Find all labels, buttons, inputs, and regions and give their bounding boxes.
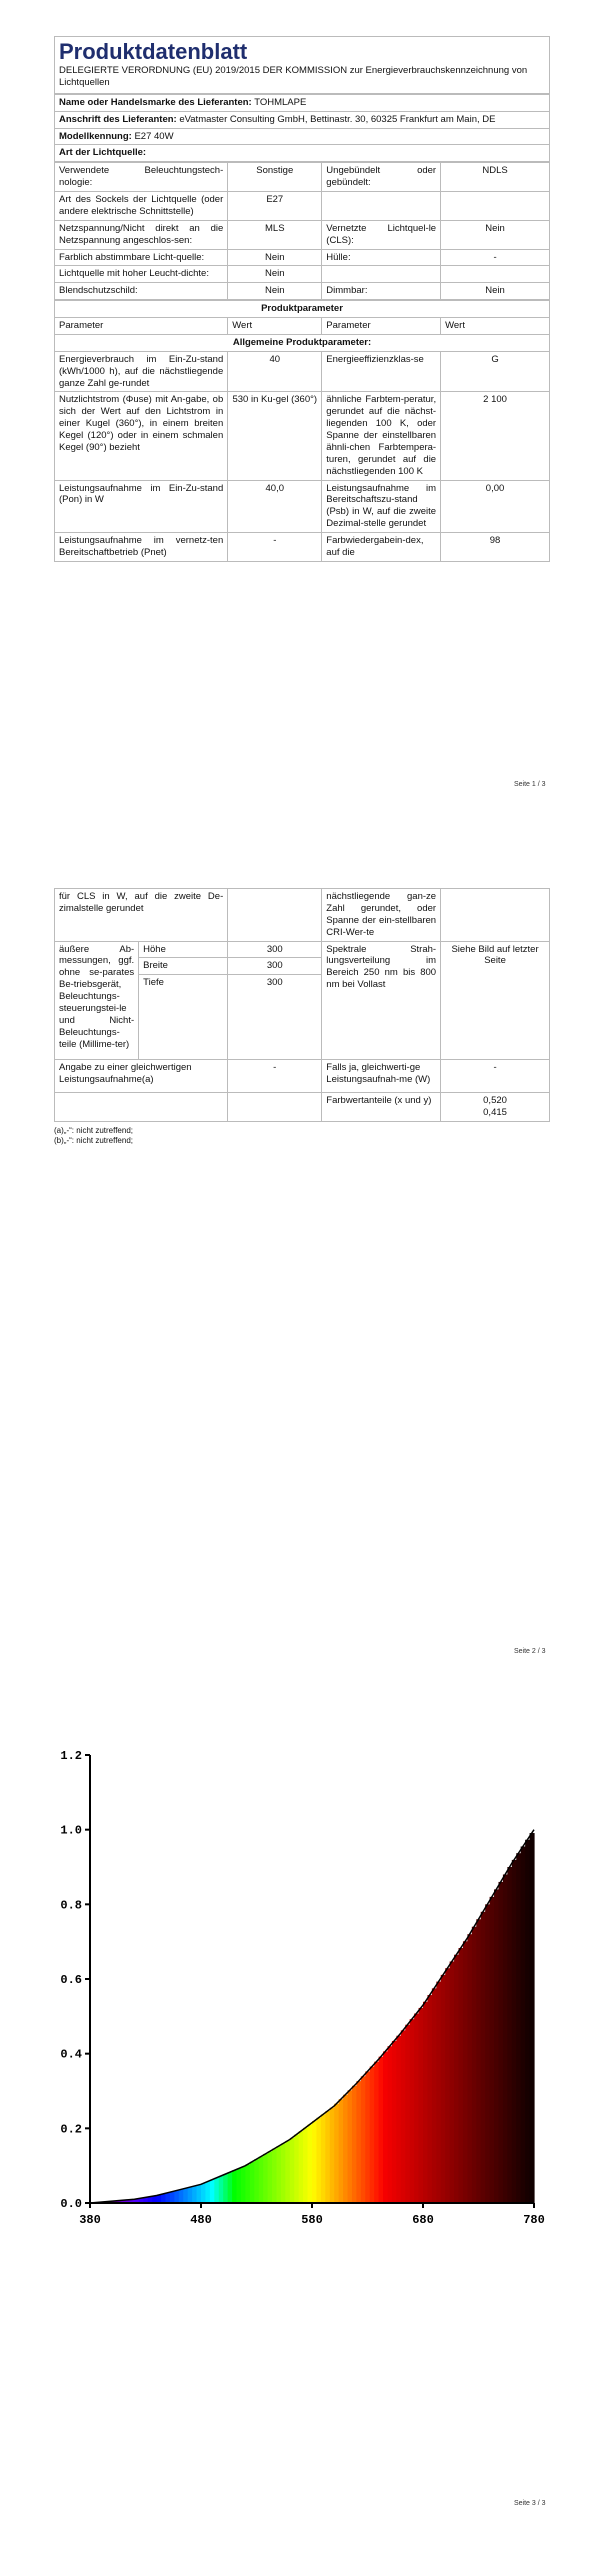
params-section-title: Produktparameter (55, 301, 550, 318)
type-row-p1: Blendschutzschild: (55, 283, 228, 300)
spectrum-band (325, 2111, 330, 2203)
y-tick-label: 0.4 (60, 2047, 82, 2062)
spectrum-chart (54, 1745, 550, 2245)
spectrum-band (343, 2095, 348, 2203)
type-row-p2 (322, 266, 441, 283)
param-row-continued (55, 889, 550, 942)
spectrum-band (268, 2151, 273, 2203)
x-tick-label: 780 (523, 2213, 545, 2227)
spectrum-band (361, 2076, 366, 2203)
type-row-p1: Verwendete Beleuchtungstech-nologie: (55, 163, 228, 192)
type-row-v1: Nein (228, 266, 322, 283)
spectrum-band (334, 2104, 339, 2203)
spectrum-band (410, 2019, 415, 2203)
type-row-p1: Netzspannung/Nicht direkt an die Netzspannung angeschlos-sen: (55, 220, 228, 249)
dim-name: Tiefe (139, 975, 228, 1060)
footnote-a: (a)„-“: nicht zutreffend; (54, 1126, 133, 1135)
y-tick-label: 0.6 (60, 1973, 82, 1987)
spectrum-band (250, 2162, 255, 2203)
dim-value: 300 (228, 975, 322, 1060)
spectrum-band (490, 1897, 495, 2203)
spectrum-band (285, 2141, 290, 2203)
y-tick-label: 1.2 (60, 1749, 82, 1763)
spectrum-band (423, 2002, 428, 2203)
spectrum-band (294, 2134, 299, 2203)
type-row (55, 192, 550, 221)
spectrum-band (174, 2190, 179, 2203)
spectrum-band (405, 2025, 410, 2203)
spectrum-band (188, 2187, 193, 2203)
model-label: Modellkennung: (59, 130, 132, 142)
spectrum-band (316, 2118, 321, 2203)
color-param: Farbwertanteile (x und y) (322, 1093, 441, 1122)
type-row-v1: Nein (228, 249, 322, 266)
spectrum-band (183, 2188, 188, 2203)
type-row-p1: Art des Sockels der Lichtquelle (oder andere elektrische Schnittstelle) (55, 192, 228, 221)
y-tick-label: 0.0 (60, 2197, 82, 2211)
spectrum-band (254, 2159, 259, 2203)
type-row (55, 163, 550, 192)
spectrum-band (281, 2143, 286, 2203)
spectrum-band (419, 2008, 424, 2203)
type-row (55, 266, 550, 283)
spectrum-band (441, 1975, 446, 2203)
equiv-param-2: Falls ja, gleichwerti-ge Leistungsaufnah-me (W) (322, 1060, 441, 1093)
spectrum-band (228, 2172, 233, 2203)
type-row-v2: Nein (441, 220, 550, 249)
spectrum-band (303, 2128, 308, 2203)
type-row-v2 (441, 192, 550, 221)
dims-label: äußere Ab-messungen, ggf. ohne se-parates Be-triebsgerät, Beleuchtungs-steuerungstei-le und Nicht-Beleuchtungs-teile (Millime-ter) (55, 941, 139, 1060)
param-row (55, 392, 550, 480)
type-row-v2: NDLS (441, 163, 550, 192)
continued-cell-3 (441, 889, 550, 942)
col-param-1: Parameter (55, 318, 228, 335)
param-row-p2: Energieeffizienzklas-se (322, 351, 441, 392)
spectrum-band (219, 2176, 224, 2203)
spectrum-band (521, 1846, 526, 2203)
spectrum-band (392, 2041, 397, 2203)
type-row-v2 (441, 266, 550, 283)
spectrum-band (387, 2046, 392, 2203)
spectrum-band (165, 2193, 170, 2203)
spectrum-band (476, 1919, 481, 2203)
spectrum-band (374, 2062, 379, 2203)
page-footer-1: Seite 1 / 3 (514, 781, 546, 788)
params-table-continued (54, 888, 550, 1122)
params-header-row (55, 318, 550, 335)
spectrum-band (232, 2170, 237, 2203)
spectrum-band (321, 2114, 326, 2203)
param-row-p2: ähnliche Farbtem-peratur, gerundet auf die nächst-liegenden 100 K, oder Spanne der einstellbaren ähnli-chen Farbtempera-turen, gerundet auf die nächstliegenden 100 K (322, 392, 441, 480)
type-row-v2: Nein (441, 283, 550, 300)
type-row-p2: Hülle: (322, 249, 441, 266)
spectrum-band (445, 1968, 450, 2203)
param-row-p1: Leistungsaufnahme im vernetz-ten Bereitschaftbetrieb (Pnet) (55, 533, 228, 562)
spectrum-band (498, 1882, 503, 2203)
dims-row (55, 941, 550, 958)
regulation-subtitle: DELEGIERTE VERORDNUNG (EU) 2019/2015 DER KOMMISSION zur Energieverbrauchskennzeichnung von Lichtquellen (54, 65, 550, 94)
spectrum-band (472, 1927, 477, 2203)
x-tick-label: 580 (301, 2213, 323, 2227)
continued-cell-2: nächstliegende gan-ze Zahl gerundet, oder Spanne der ein-stellbaren CRI-Wer-te (322, 889, 441, 942)
spectrum-band (525, 1840, 530, 2203)
type-row (55, 283, 550, 300)
param-row-v1: 530 in Ku-gel (360°) (228, 392, 322, 480)
param-row-v1: - (228, 533, 322, 562)
spectrum-band (272, 2149, 277, 2203)
type-row-v1: MLS (228, 220, 322, 249)
model-row (55, 128, 550, 145)
spectrum-band (192, 2186, 197, 2203)
col-value-1: Wert (228, 318, 322, 335)
supplier-table (54, 94, 550, 163)
spectrum-band (179, 2189, 184, 2203)
spectrum-band (201, 2183, 206, 2203)
param-row-v2: 2 100 (441, 392, 550, 480)
equiv-param: Angabe zu einer gleichwertigen Leistungsaufnahme(a) (55, 1060, 228, 1093)
y-tick-label: 0.2 (60, 2122, 82, 2137)
equiv-row (55, 1060, 550, 1093)
color-row (55, 1093, 550, 1122)
spectrum-band (370, 2067, 375, 2203)
spectrum-band (396, 2036, 401, 2203)
general-params-title: Allgemeine Produktparameter: (55, 334, 550, 351)
type-row-p2 (322, 192, 441, 221)
spectrum-band (379, 2057, 384, 2203)
page-2 (54, 888, 550, 1147)
param-row-v2: 98 (441, 533, 550, 562)
supplier-name-label: Name oder Handelsmarke des Lieferanten: (59, 96, 252, 108)
spectrum-band (352, 2086, 357, 2203)
spectrum-band (223, 2174, 228, 2203)
type-row-v1: Sonstige (228, 163, 322, 192)
spectrum-band (214, 2178, 219, 2203)
spectrum-band (414, 2014, 419, 2203)
spectrum-band (432, 1988, 437, 2203)
spectrum-band (463, 1941, 468, 2203)
spectrum-band (507, 1867, 512, 2203)
spectrum-band (299, 2131, 304, 2203)
col-value-2: Wert (441, 318, 550, 335)
spectrum-band (339, 2099, 344, 2203)
spectrum-band (512, 1860, 517, 2203)
spectrum-band (348, 2090, 353, 2203)
type-row-p1: Farblich abstimmbare Licht-quelle: (55, 249, 228, 266)
param-row (55, 351, 550, 392)
page-footer-2: Seite 2 / 3 (514, 1648, 546, 1655)
col-param-2: Parameter (322, 318, 441, 335)
y-tick-label: 1.0 (60, 1823, 82, 1838)
spectrum-band (516, 1853, 521, 2203)
x-tick-label: 480 (190, 2213, 212, 2227)
model-value: E27 40W (134, 130, 174, 142)
x-tick-label: 380 (79, 2213, 101, 2227)
spectrum-band (427, 1995, 432, 2203)
spectrum-band (467, 1934, 472, 2203)
page-footer-3: Seite 3 / 3 (514, 2500, 546, 2507)
spectrum-band (481, 1912, 486, 2203)
spectrum-band (530, 1833, 535, 2203)
spectrum-band (308, 2124, 313, 2203)
spectrum-band (290, 2138, 295, 2203)
page-title: Produktdatenblatt (54, 36, 550, 65)
color-y: 0,415 (483, 1107, 507, 1119)
spectrum-band (276, 2146, 281, 2203)
type-row-v1: Nein (228, 283, 322, 300)
param-row (55, 533, 550, 562)
spectrum-band (454, 1955, 459, 2203)
type-row-p2: Dimmbar: (322, 283, 441, 300)
params-table (54, 300, 550, 562)
spectrum-band (241, 2167, 246, 2203)
spectrum-band (205, 2182, 210, 2203)
spectrum-band (263, 2154, 268, 2203)
dim-value: 300 (228, 958, 322, 975)
param-row-v2: 0,00 (441, 480, 550, 533)
spectrum-band (330, 2108, 335, 2203)
spectrum-band (157, 2195, 162, 2203)
spectrum-band (237, 2168, 242, 2203)
equiv-value-2: - (441, 1060, 550, 1093)
spectrum-band (245, 2164, 250, 2203)
supplier-address-row (55, 111, 550, 128)
param-row-p1: Leistungsaufnahme im Ein-Zu-stand (Pon) in W (55, 480, 228, 533)
type-row (55, 220, 550, 249)
spectrum-band (161, 2194, 166, 2203)
param-row-v1: 40,0 (228, 480, 322, 533)
continued-cell-1 (228, 889, 322, 942)
spectrum-band (503, 1874, 508, 2203)
spectrum-band (494, 1889, 499, 2203)
dim-name: Höhe (139, 941, 228, 958)
param-row (55, 480, 550, 533)
param-row-p2: Leistungsaufnahme im Bereitschaftszu-stand (Psb) in W, auf die zweite Dezimal-stelle gerundet (322, 480, 441, 533)
spectrum-band (485, 1904, 490, 2203)
supplier-name-value: TOHMLAPE (254, 96, 307, 108)
spectrum-band (312, 2121, 317, 2203)
type-row-p2: Vernetzte Lichtquel-le (CLS): (322, 220, 441, 249)
spectrum-band (436, 1982, 441, 2203)
continued-cell-0: für CLS in W, auf die zweite De-zimalstelle gerundet (55, 889, 228, 942)
spectrum-band (210, 2180, 215, 2203)
spectral-param: Spektrale Strah-lungsverteilung im Bereich 250 nm bis 800 nm bei Vollast (322, 941, 441, 1060)
spectral-value: Siehe Bild auf letzter Seite (441, 941, 550, 1060)
spectrum-band (365, 2071, 370, 2203)
type-row-p1: Lichtquelle mit hoher Leucht-dichte: (55, 266, 228, 283)
spectrum-band (450, 1961, 455, 2203)
type-row-v1: E27 (228, 192, 322, 221)
spectrum-chart-svg (54, 1745, 550, 2245)
type-row-p2: Ungebündelt oder gebündelt: (322, 163, 441, 192)
spectrum-band (383, 2051, 388, 2203)
param-row-v1: 40 (228, 351, 322, 392)
x-tick-label: 680 (412, 2213, 434, 2227)
spectrum-band (259, 2157, 264, 2203)
supplier-address-value: eVatmaster Consulting GmbH, Bettinastr. 30, 60325 Frankfurt am Main, DE (179, 113, 496, 125)
y-tick-label: 0.8 (60, 1898, 82, 1913)
spectrum-band (152, 2196, 157, 2203)
color-x: 0,520 (483, 1095, 507, 1107)
light-type-row (55, 145, 550, 162)
param-row-p2: Farbwiedergabein-dex, auf die (322, 533, 441, 562)
equiv-value: - (228, 1060, 322, 1093)
spectrum-band (170, 2192, 175, 2203)
param-row-p1: Energieverbrauch im Ein-Zu-stand (kWh/1000 h), auf die nächstliegende ganze Zahl ge-rundet (55, 351, 228, 392)
param-row-v2: G (441, 351, 550, 392)
type-row-v2: - (441, 249, 550, 266)
dim-name: Breite (139, 958, 228, 975)
supplier-address-label: Anschrift des Lieferanten: (59, 113, 177, 125)
footnote-b: (b)„-“: nicht zutreffend; (54, 1136, 133, 1146)
spectrum-band (459, 1948, 464, 2203)
dim-value: 300 (228, 941, 322, 958)
supplier-name-row (55, 94, 550, 111)
light-type-label: Art der Lichtquelle: (55, 145, 550, 162)
spectrum-band (197, 2185, 202, 2203)
spectrum-band (356, 2081, 361, 2203)
spectrum-band (401, 2030, 406, 2203)
param-row-p1: Nutzlichtstrom (Φuse) mit An-gabe, ob sich der Wert auf den Lichtstrom in einer Kugel (360°), in einem breiten Kegel (120°) oder in einem schmalen Kegel (90°) bezieht (55, 392, 228, 480)
page-1 (54, 36, 550, 562)
type-row (55, 249, 550, 266)
type-table (54, 162, 550, 300)
